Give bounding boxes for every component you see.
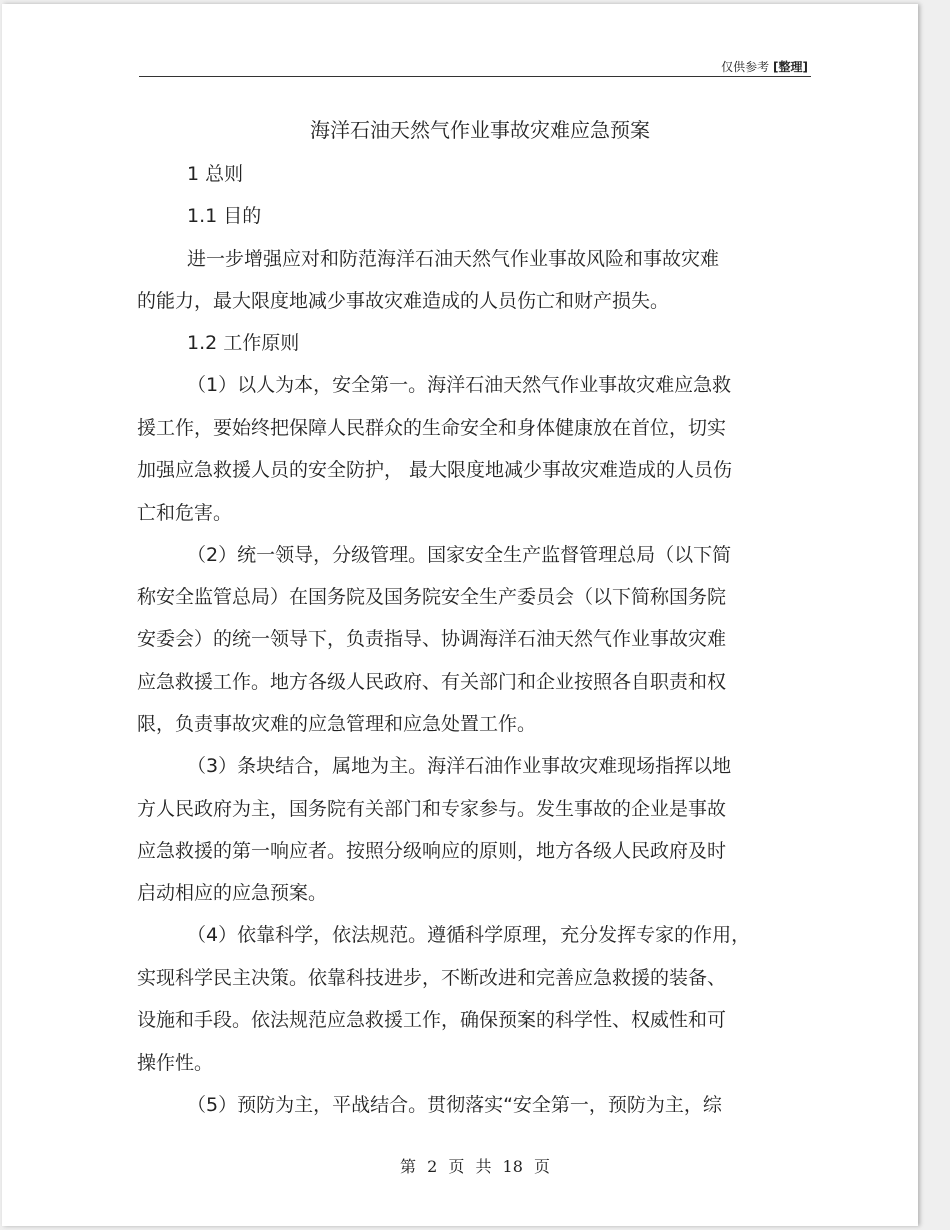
paragraph-line: （4）依靠科学，依法规范。遵循科学原理，充分发挥专家的作用，: [187, 924, 751, 946]
header-note-text: 仅供参考: [721, 60, 770, 74]
paragraph-line: 亡和危害。: [137, 502, 233, 524]
paragraph-line: 安委会）的统一领导下，负责指导、协调海洋石油天然气作业事故灾难: [137, 628, 727, 650]
page-footer: 第 2 页 共 18 页: [400, 1157, 550, 1176]
paragraph-line: 称安全监管总局）在国务院及国务院安全生产委员会（以下简称国务院: [137, 586, 727, 608]
paragraph-line: （5）预防为主，平战结合。贯彻落实“安全第一，预防为主，综: [187, 1094, 722, 1116]
paragraph-line: 的能力，最大限度地减少事故灾难造成的人员伤亡和财产损失。: [137, 290, 670, 312]
paragraph-line: 应急救援工作。地方各级人民政府、有关部门和企业按照各自职责和权: [137, 671, 727, 693]
header-rule: [139, 76, 811, 77]
paragraph-line: 实现科学民主决策。依靠科技进步，不断改进和完善应急救援的装备、: [137, 967, 727, 989]
paragraph-line: 启动相应的应急预案。: [137, 882, 328, 904]
paragraph-line: 方人民政府为主，国务院有关部门和专家参与。发生事故的企业是事故: [137, 798, 727, 820]
paragraph-line: （1）以人为本，安全第一。海洋石油天然气作业事故灾难应急救: [187, 374, 732, 396]
paragraph-line: 援工作，要始终把保障人民群众的生命安全和身体健康放在首位，切实: [137, 417, 727, 439]
subsection-heading: 1.2 工作原则: [187, 332, 300, 354]
section-heading: 1 总则: [187, 163, 244, 185]
header-note: [721, 58, 808, 75]
subsection-heading: 1.1 目的: [187, 205, 262, 227]
document-page: [2, 4, 918, 1226]
paragraph-line: （2）统一领导，分级管理。国家安全生产监督管理总局（以下简: [187, 544, 732, 566]
paragraph-line: 应急救援的第一响应者。按照分级响应的原则，地方各级人民政府及时: [137, 840, 727, 862]
header-note-bracket: [整理]: [773, 60, 808, 74]
paragraph-line: 限，负责事故灾难的应急管理和应急处置工作。: [137, 713, 537, 735]
paragraph-line: 进一步增强应对和防范海洋石油天然气作业事故风险和事故灾难: [187, 248, 720, 270]
paragraph-line: 设施和手段。依法规范应急救援工作，确保预案的科学性、权威性和可: [137, 1009, 727, 1031]
paragraph-line: （3）条块结合，属地为主。海洋石油作业事故灾难现场指挥以地: [187, 755, 732, 777]
paragraph-line: 加强应急救援人员的安全防护， 最大限度地减少事故灾难造成的人员伤: [137, 459, 733, 481]
paragraph-line: 操作性。: [137, 1052, 214, 1074]
document-title: 海洋石油天然气作业事故灾难应急预案: [310, 118, 650, 142]
